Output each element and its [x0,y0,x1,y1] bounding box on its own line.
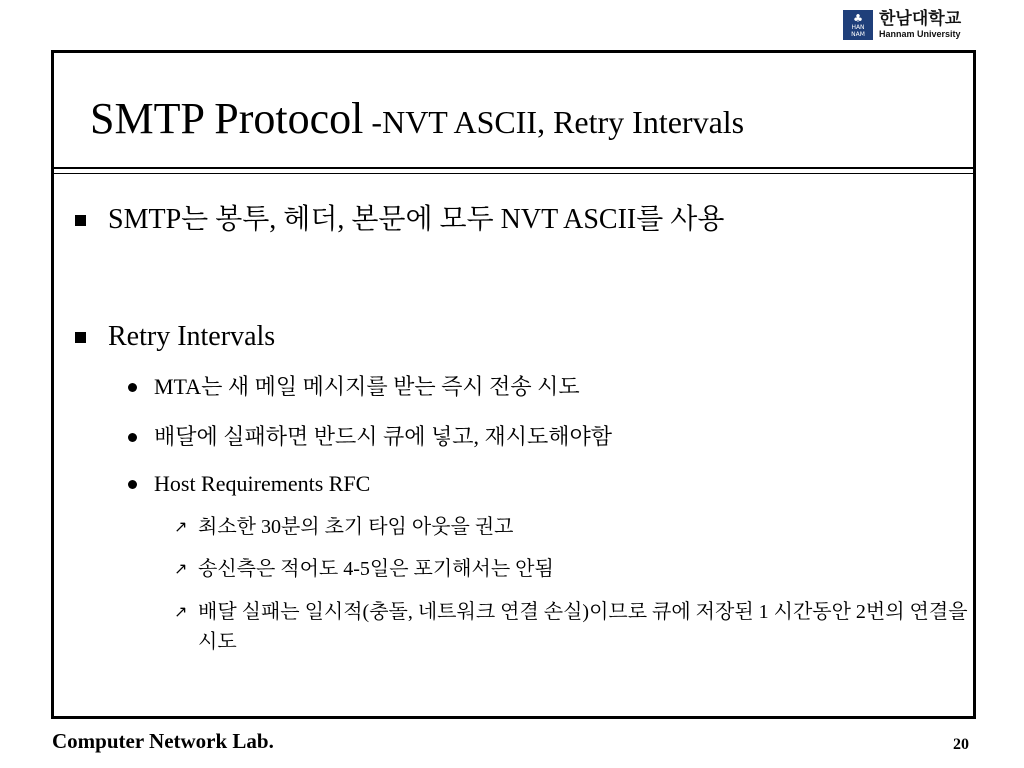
square-bullet-icon [75,332,86,343]
sub-sub-bullet-text: 배달 실패는 일시적(충돌, 네트워크 연결 손실)이므로 큐에 저장된 1 시간동안 2번의 연결을 시도 [198,601,968,653]
sub-bullet-item [128,423,612,451]
title-divider-thin [54,173,973,174]
university-emblem-icon [843,10,873,40]
bullet-item [56,204,724,236]
university-name-korean: 한남대학교 [879,9,962,29]
slide-title-main: SMTP Protocol [90,94,364,143]
emblem-text-line2: NAM [851,30,865,38]
bullet-text: Retry Intervals [108,321,276,352]
sub-bullet-item [128,470,370,498]
sub-sub-bullet-item [174,512,968,542]
sub-sub-bullet-text: 송신측은 적어도 4-5일은 포기해서는 안됨 [198,558,554,580]
sub-sub-bullet-item [174,597,968,657]
arrow-bullet-icon: ↗ [174,517,188,536]
sub-sub-bullet-item [174,554,968,584]
university-logo [843,6,983,44]
arrow-bullet-icon: ↗ [174,602,188,621]
slide-title [90,93,744,144]
sub-bullet-text: 배달에 실패하면 반드시 큐에 넣고, 재시도해야함 [154,424,613,449]
round-bullet-icon [128,480,137,489]
square-bullet-icon [75,215,86,226]
sub-bullet-item [128,373,580,401]
sub-bullet-text: MTA는 새 메일 메시지를 받는 즉시 전송 시도 [154,374,580,399]
bullet-item [56,321,275,353]
round-bullet-icon [128,383,137,392]
university-name-english: Hannam University [879,29,961,39]
sub-sub-bullet-text: 최소한 30분의 초기 타임 아웃을 권고 [198,516,514,538]
slide-title-subtitle: -NVT ASCII, Retry Intervals [363,104,745,140]
emblem-text-line1: HAN [851,23,865,31]
emblem-symbol: ♣ [853,11,863,25]
title-divider-thick [54,167,973,169]
sub-bullet-text: Host Requirements RFC [154,471,371,496]
page-number: 20 [953,736,969,753]
footer-lab-name: Computer Network Lab. [52,729,274,753]
bullet-text: SMTP는 봉투, 헤더, 본문에 모두 NVT ASCII를 사용 [108,204,725,235]
arrow-bullet-icon: ↗ [174,559,188,578]
round-bullet-icon [128,433,137,442]
